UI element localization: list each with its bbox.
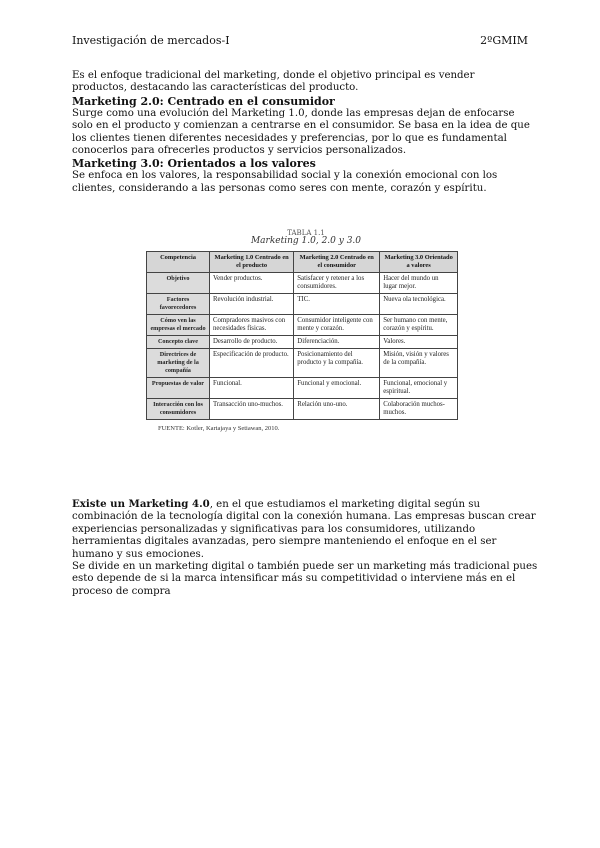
row-header: Propuestas de valor [147, 378, 210, 399]
table-cell: TIC. [294, 294, 380, 315]
table-cell: Colaboración muchos-muchos. [380, 399, 458, 420]
marketing-4-paragraph [72, 498, 538, 561]
table-cell: Funcional y emocional. [294, 378, 380, 399]
table-cell: Consumidor inteligente con mente y corazón. [294, 315, 380, 336]
row-header: Interacción con los consumidores [147, 399, 210, 420]
marketing-4-lead: Existe un Marketing 4.0 [72, 498, 210, 510]
column-header: Marketing 2.0 Centrado en el consumidor [294, 252, 380, 273]
table-cell: Misión, visión y valores de la compañía. [380, 349, 458, 378]
table-row [147, 315, 458, 336]
row-header: Directrices de marketing de la compañía [147, 349, 210, 378]
column-header: Marketing 1.0 Centrado en el producto [210, 252, 294, 273]
header-course: 2ºGMIM [480, 34, 528, 47]
table-cell: Valores. [380, 336, 458, 349]
marketing-3-heading: Marketing 3.0: Orientados a los valores [72, 157, 316, 171]
row-header: Factores favorecedores [147, 294, 210, 315]
column-header: Competencia [147, 252, 210, 273]
table-row [147, 336, 458, 349]
table-cell: Posicionamiento del producto y la compañía. [294, 349, 380, 378]
table-cell: Hacer del mundo un lugar mejor. [380, 273, 458, 294]
comparison-table [146, 251, 458, 420]
row-header: Objetivo [147, 273, 210, 294]
marketing-4-text: , en el que estudiamos el marketing digital según su combinación de la tecnología digital con la conexión humana. Las empresas buscan crear experiencias personalizadas y significativas para los consumidores, utilizando herramientas digitales avanzadas, pero siempre manteniendo el enfoque en el ser humano y sus emociones. [72, 499, 536, 560]
table-cell: Funcional. [210, 378, 294, 399]
table-row [147, 273, 458, 294]
table-cell: Nueva ola tecnológica. [380, 294, 458, 315]
table-cell: Compradores masivos con necesidades físicas. [210, 315, 294, 336]
header-subject: Investigación de mercados-I [72, 34, 230, 47]
table-cell: Transacción uno-muchos. [210, 399, 294, 420]
table-cell: Satisfacer y retener a los consumidores. [294, 273, 380, 294]
marketing-3-paragraph: Se enfoca en los valores, la responsabilidad social y la conexión emocional con los clientes, considerando a las personas como seres con mente, corazón y espíritu. [72, 170, 498, 194]
table-cell: Relación uno-uno. [294, 399, 380, 420]
figure-title: Marketing 1.0, 2.0 y 3.0 [250, 236, 362, 246]
marketing-2-heading: Marketing 2.0: Centrado en el consumidor [72, 94, 335, 108]
table-header-row [147, 252, 458, 273]
table-cell: Desarrollo de producto. [210, 336, 294, 349]
column-header: Marketing 3.0 Orientado a valores [380, 252, 458, 273]
row-header: Concepto clave [147, 336, 210, 349]
table-cell: Vender productos. [210, 273, 294, 294]
table-cell: Ser humano con mente, corazón y espíritu. [380, 315, 458, 336]
table-row [147, 399, 458, 420]
table-cell: Revolución industrial. [210, 294, 294, 315]
body-text-bottom [72, 498, 538, 598]
marketing-2-paragraph: Surge como una evolución del Marketing 1.0, donde las empresas dejan de enfocarse solo en el producto y comienzan a centrarse en el consumidor. Se basa en la idea de que los clientes tienen diferentes necesidades y preferencias, por lo que es fundamental conocerlos para ofrecerles productos y servicios personalizados. [72, 107, 530, 157]
body-text-top [72, 70, 532, 195]
figure-source: FUENTE: Kotler, Kartajaya y Setiawan, 2010. [158, 425, 280, 432]
figure-id: TABLA 1.1 [287, 229, 325, 236]
table-cell: Diferenciación. [294, 336, 380, 349]
row-header: Cómo ven las empresas el mercado [147, 315, 210, 336]
table-row [147, 349, 458, 378]
intro-paragraph: Es el enfoque tradicional del marketing, donde el objetivo principal es vender productos, destacando las características del producto. [72, 70, 475, 94]
table-row [147, 378, 458, 399]
table-row [147, 294, 458, 315]
marketing-4-paragraph-2: Se divide en un marketing digital o también puede ser un marketing más tradicional pues esto depende de si la marca intensificar más su competitividad o interviene más en el proceso de compra [72, 561, 538, 597]
figure-caption [146, 228, 466, 247]
table-cell: Funcional, emocional y espiritual. [380, 378, 458, 399]
table-cell: Especificación de producto. [210, 349, 294, 378]
comparison-figure [146, 228, 466, 432]
